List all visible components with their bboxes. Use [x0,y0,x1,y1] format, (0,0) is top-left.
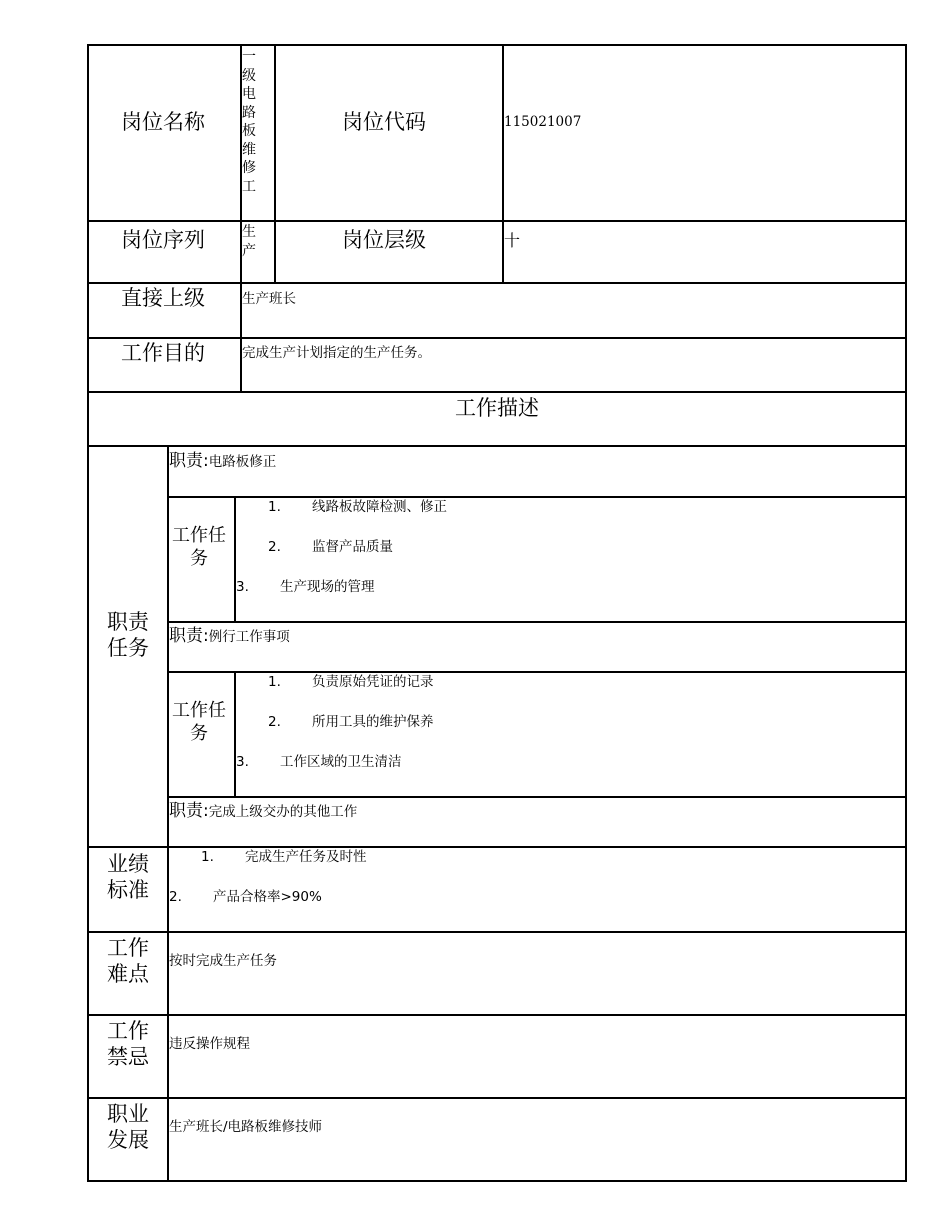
row-divider [87,445,907,447]
difficulty-label: 工作难点 [107,936,149,987]
career-value: 生产班长/电路板维修技师 [169,1119,323,1135]
task-label: 工作任务 [172,700,226,744]
duty-divider [167,496,907,498]
col-divider [274,44,276,283]
task-item: 3. 生产现场的管理 [236,579,375,595]
purpose-value: 完成生产计划指定的生产任务。 [242,345,431,361]
post-name-label: 岗位名称 [121,110,205,134]
duty-row [169,626,290,646]
post-code-label: 岗位代码 [342,110,426,134]
performance-item: 1. 完成生产任务及时性 [201,849,367,865]
performance-label: 业绩标准 [107,852,149,903]
career-label: 职业发展 [107,1102,149,1153]
difficulty-value: 按时完成生产任务 [169,953,277,969]
table-border-bottom [87,1180,907,1182]
row-divider [87,931,907,933]
task-col-divider [234,496,236,622]
task-label: 工作任务 [172,525,226,569]
row-divider [87,846,907,848]
post-code-value: 115021007 [504,114,582,130]
row-divider [87,282,907,284]
table-border-top [87,44,907,46]
performance-item: 2. 产品合格率>90% [169,889,322,905]
post-series-value: 生产 [242,224,256,259]
duty-row [169,801,357,821]
duty-title: 完成上级交办的其他工作 [208,804,358,820]
task-item: 1. 线路板故障检测、修正 [268,499,447,515]
description-title: 工作描述 [455,396,539,420]
post-series-label: 岗位序列 [121,228,205,252]
taboo-label: 工作禁忌 [107,1019,149,1070]
duty-prefix: 职责: [169,451,209,471]
duty-divider [167,796,907,798]
task-item: 2. 所用工具的维护保养 [268,714,434,730]
table-border-left [87,44,89,1182]
duty-prefix: 职责: [169,626,209,646]
task-item: 2. 监督产品质量 [268,539,393,555]
supervisor-label: 直接上级 [121,286,205,310]
task-col-divider [234,671,236,797]
duty-title: 电路板修正 [208,454,277,470]
duty-title: 例行工作事项 [208,629,290,645]
duty-divider [167,621,907,623]
duties-label: 职责任务 [107,610,149,661]
purpose-label: 工作目的 [121,341,205,365]
row-divider [87,391,907,393]
post-level-value: 十 [504,231,521,250]
task-item: 1. 负责原始凭证的记录 [268,674,434,690]
row-divider [87,220,907,222]
duty-row [169,451,276,471]
supervisor-value: 生产班长 [242,291,296,307]
duty-prefix: 职责: [169,801,209,821]
task-item: 3. 工作区域的卫生清洁 [236,754,402,770]
post-level-label: 岗位层级 [342,228,426,252]
taboo-value: 违反操作规程 [169,1036,250,1052]
row-divider [87,1097,907,1099]
table-border-right [905,44,907,1182]
post-name-value: 一级电路板维修工 [242,49,256,195]
row-divider [87,1014,907,1016]
row-divider [87,337,907,339]
duty-divider [167,671,907,673]
